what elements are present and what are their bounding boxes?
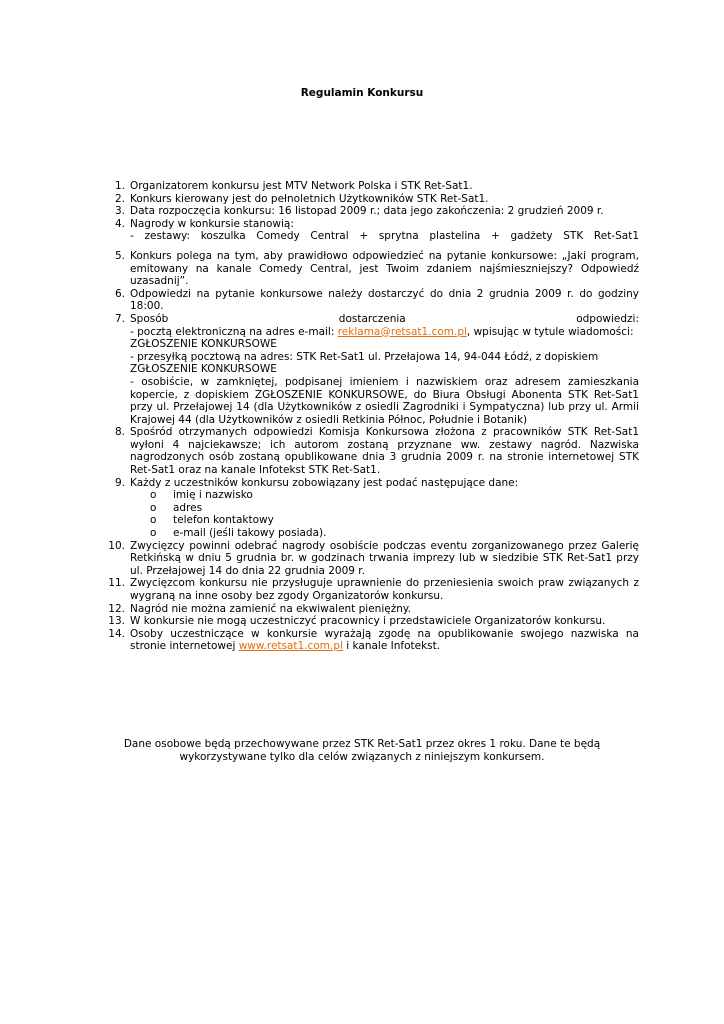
personal-option: - osobiście, w zamkniętej, podpisanej imieniem i nazwiskiem oraz adresem zamieszkania kopercie, z dopiskiem ZGŁOSZENIE KONKURSOWE, do Biura Obsługi Abonenta STK Ret-Sat1 przy ul. Przełajowej 14 (dla Użytkowników z osiedli Zagrodniki i Sympatyczna) lub przy ul. Armii Krajowej 44 (dla Użytkowników z osiedli Retkinia Północ, Południe i Botanik): [130, 375, 639, 426]
bullet-circle-icon: o: [150, 501, 157, 514]
item-number: 5.: [114, 249, 125, 262]
sub-list-item: [150, 489, 639, 502]
email-suffix: , wpisując w tytule wiadomości:: [466, 325, 634, 338]
note-line: Dane osobowe będą przechowywane przez STK Ret-Sat1 przez okres 1 roku. Dane te będą: [123, 738, 601, 750]
data-retention-note: [0, 738, 724, 763]
bullet-circle-icon: o: [150, 489, 157, 502]
item-text-before-link: Osoby uczestniczące w konkursie wyrażają zgodę na opublikowanie swojego nazwiska na stronie internetowej: [130, 627, 639, 653]
list-item: [109, 603, 639, 616]
item-text: Zwycięzcom konkursu nie przysługuje uprawnienie do przeniesienia swoich praw związanych z wygraną na inne osoby bez zgody Organizatorów konkursu.: [130, 577, 639, 602]
list-item: [109, 313, 639, 426]
item-text: Nagrody w konkursie stanowią:: [130, 217, 294, 230]
item-number: 12.: [108, 602, 125, 615]
email-prefix: - pocztą elektroniczną na adres e-mail:: [130, 325, 338, 338]
item-text: Konkurs kierowany jest do pełnoletnich Użytkowników STK Ret-Sat1.: [130, 192, 489, 205]
sub-item-text: imię i nazwisko: [173, 489, 253, 502]
post-option: - przesyłką pocztową na adres: STK Ret-Sat1 ul. Przełajowa 14, 94-044 Łódź, z dopiskiem: [130, 350, 599, 363]
item-text: Organizatorem konkursu jest MTV Network Polska i STK Ret-Sat1.: [130, 180, 473, 192]
sub-item-text: telefon kontaktowy: [173, 514, 274, 527]
sub-item-text: e-mail (jeśli takowy posiada).: [173, 527, 327, 540]
list-item: [109, 540, 639, 578]
item-text: Zwycięzcy powinni odebrać nagrody osobiście podczas eventu zorganizowanego przez Galerię Retkińską w dniu 5 grudnia br. w godzinach trwania imprezy lub w siedzibie STK Ret-Sat1 przy ul. Przełajowej 14 do dnia 22 grudnia 2009 r.: [130, 539, 639, 577]
item-number: 4.: [114, 217, 125, 230]
item-text: Spośród otrzymanych odpowiedzi Komisja Konkursowa złożona z pracowników STK Ret-Sat1 wyłoni 4 najciekawsze; ich autorom zostaną przyznane ww. zestawy nagród. Nazwiska nagrodzonych osób zostaną opublikowane dnia 3 grudnia 2009 r. na stronie internetowej STK Ret-Sat1 oraz na kanale Infotekst STK Ret-Sat1.: [130, 426, 639, 477]
item-text-after-link: i kanale Infotekst.: [342, 640, 441, 653]
item-text: Każdy z uczestników konkursu zobowiązany jest podać następujące dane:: [130, 476, 519, 489]
item-number: 3.: [114, 205, 125, 218]
sub-list-item: [150, 514, 639, 527]
rules-list: [109, 180, 639, 653]
email-option: [130, 326, 639, 339]
item-number: 13.: [108, 615, 125, 628]
list-item: [109, 180, 639, 193]
email-title-text: ZGŁOSZENIE KONKURSOWE: [130, 338, 277, 351]
bullet-circle-icon: o: [150, 527, 157, 540]
item-number: 1.: [114, 180, 125, 192]
list-item: [109, 577, 639, 602]
item-number: 10.: [108, 539, 125, 552]
list-item: [109, 218, 639, 243]
list-item: [109, 205, 639, 218]
item-text: Data rozpoczęcia konkursu: 16 listopad 2009 r.; data jego zakończenia: 2 grudzień 2009 r.: [130, 205, 604, 218]
list-item: [109, 288, 639, 313]
list-item: [109, 250, 639, 288]
sub-item-text: adres: [173, 501, 203, 514]
item-text: W konkursie nie mogą uczestniczyć pracownicy i przedstawiciele Organizatorów konkursu.: [130, 615, 606, 628]
list-item: [109, 477, 639, 540]
email-link[interactable]: reklama@retsat1.com.pl: [337, 325, 467, 338]
item-number: 7.: [114, 312, 125, 325]
item-text: Odpowiedzi na pytanie konkursowe należy dostarczyć do dnia 2 grudnia 2009 r. do godziny 18:00.: [130, 287, 639, 313]
item-number: 14.: [108, 627, 125, 640]
sub-list-item: [150, 502, 639, 515]
sub-list-item: [150, 527, 639, 540]
list-item: [109, 628, 639, 653]
item-text: [130, 628, 639, 653]
list-item: [109, 615, 639, 628]
item-number: 8.: [114, 426, 125, 439]
note-line: wykorzystywane tylko dla celów związanych z niniejszym konkursem.: [179, 750, 545, 763]
post-title-text: ZGŁOSZENIE KONKURSOWE: [130, 363, 277, 376]
website-link[interactable]: www.retsat1.com.pl: [238, 640, 343, 653]
item-text: Nagród nie można zamienić na ekwiwalent pieniężny.: [130, 602, 411, 615]
item-number: 11.: [108, 577, 125, 590]
delivery-heading: Sposób dostarczenia odpowiedzi:: [130, 312, 639, 325]
list-item: [109, 426, 639, 476]
item-number: 6.: [114, 287, 125, 300]
required-data-list: [130, 489, 639, 539]
prize-detail: - zestawy: koszulka Comedy Central + sprytna plastelina + gadżety STK Ret-Sat1: [130, 230, 639, 243]
document-title: Regulamin Konkursu: [300, 87, 424, 99]
bullet-circle-icon: o: [150, 514, 157, 527]
item-text: Konkurs polega na tym, aby prawidłowo odpowiedzieć na pytanie konkursowe: „Jaki program, emitowany na kanale Comedy Central, jest Twoim zdaniem najśmieszniejszy? Odpowiedź uzasadnij”.: [130, 249, 639, 288]
item-number: 9.: [114, 476, 125, 489]
list-item: [109, 193, 639, 206]
item-number: 2.: [114, 192, 125, 205]
